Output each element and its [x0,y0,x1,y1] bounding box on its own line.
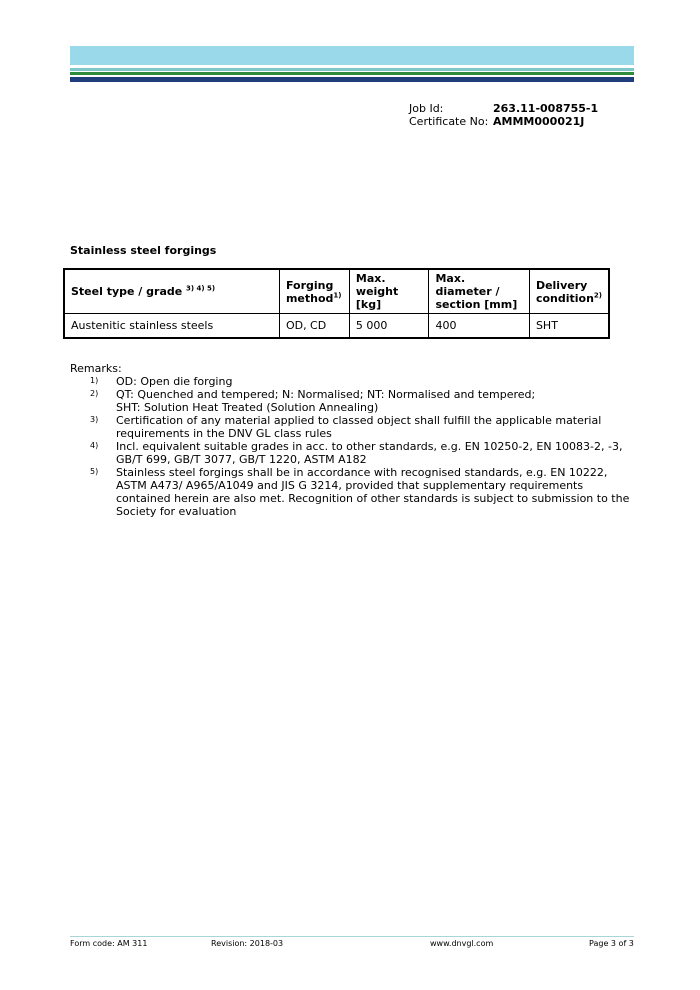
cell-max-weight: 5 000 [349,314,429,339]
remark-text: Certification of any material applied to classed object shall fulfill the applicable material requirements in the DNV GL class rules [116,414,602,440]
table-header-row [64,269,609,314]
certificate-row [409,115,598,128]
header-max-weight: Max. weight [kg] [349,269,429,314]
cell-delivery-condition: SHT [529,314,609,339]
certificate-value: AMMM000021J [493,115,585,128]
footer-divider [70,936,634,937]
remarks-section [70,362,640,518]
job-id-label: Job Id: [409,102,444,115]
remark-note [70,414,640,440]
header-band-navy [70,77,634,82]
cell-max-diameter: 400 [429,314,529,339]
footer-form-code: Form code: AM 311 [70,939,148,948]
remark-number: 5) [90,467,99,476]
footer-page-number: Page 3 of 3 [589,939,634,948]
header-forging-method: Forging method$^{1)}$ [279,269,349,314]
header-delivery-condition: Delivery condition$^{2)}$ [529,269,609,314]
footer-revision: Revision: 2018-03 [211,939,284,948]
job-id-row [409,102,598,115]
remark-note [70,375,640,388]
remark-number: 1) [90,376,99,385]
cell-forging-method: OD, CD [279,314,349,339]
remark-note [70,388,640,414]
remark-text: QT: Quenched and tempered; N: Normalised; NT: Normalised and tempered; SHT: Solution Heat Treated (Solution Annealing) [116,388,536,414]
certificate-label: Certificate No: [409,115,489,128]
cell-steel-type: Austenitic stainless steels [64,314,279,339]
header-steel-type: Steel type / grade $^{3) 4) 5)}$ [64,269,279,314]
remark-text: Incl. equivalent suitable grades in acc. to other standards, e.g. EN 10250-2, EN 10083-2, -3, GB/T 699, GB/T 3077, GB/T 1220, ASTM A182 [116,440,623,466]
header-band-light-blue [70,46,634,65]
forgings-table [63,268,610,339]
remark-text: Stainless steel forgings shall be in accordance with recognised standards, e.g. EN 10222, ASTM A473/ A965/A1049 and JIS G 3214, provided that supplementary requirements contained herein are also met. Recognition of other standards is subject to submission to the Society for evaluation [116,466,630,518]
remark-note [70,466,640,518]
remark-text: OD: Open die forging [116,375,233,388]
footer-website[interactable]: www.dnvgl.com [430,939,494,948]
header-band-teal [70,68,634,71]
table-row [64,314,609,339]
remark-number: 3) [90,415,99,424]
section-title: Stainless steel forgings [70,244,217,257]
remark-note [70,440,640,466]
header-max-diameter: Max. diameter / section [mm] [429,269,529,314]
remarks-title: Remarks: [70,362,122,375]
header-band-green [70,72,634,75]
job-info-block [409,102,598,128]
remark-number: 4) [90,441,99,450]
remark-number: 2) [90,389,99,398]
job-id-value: 263.11-008755-1 [493,102,599,115]
